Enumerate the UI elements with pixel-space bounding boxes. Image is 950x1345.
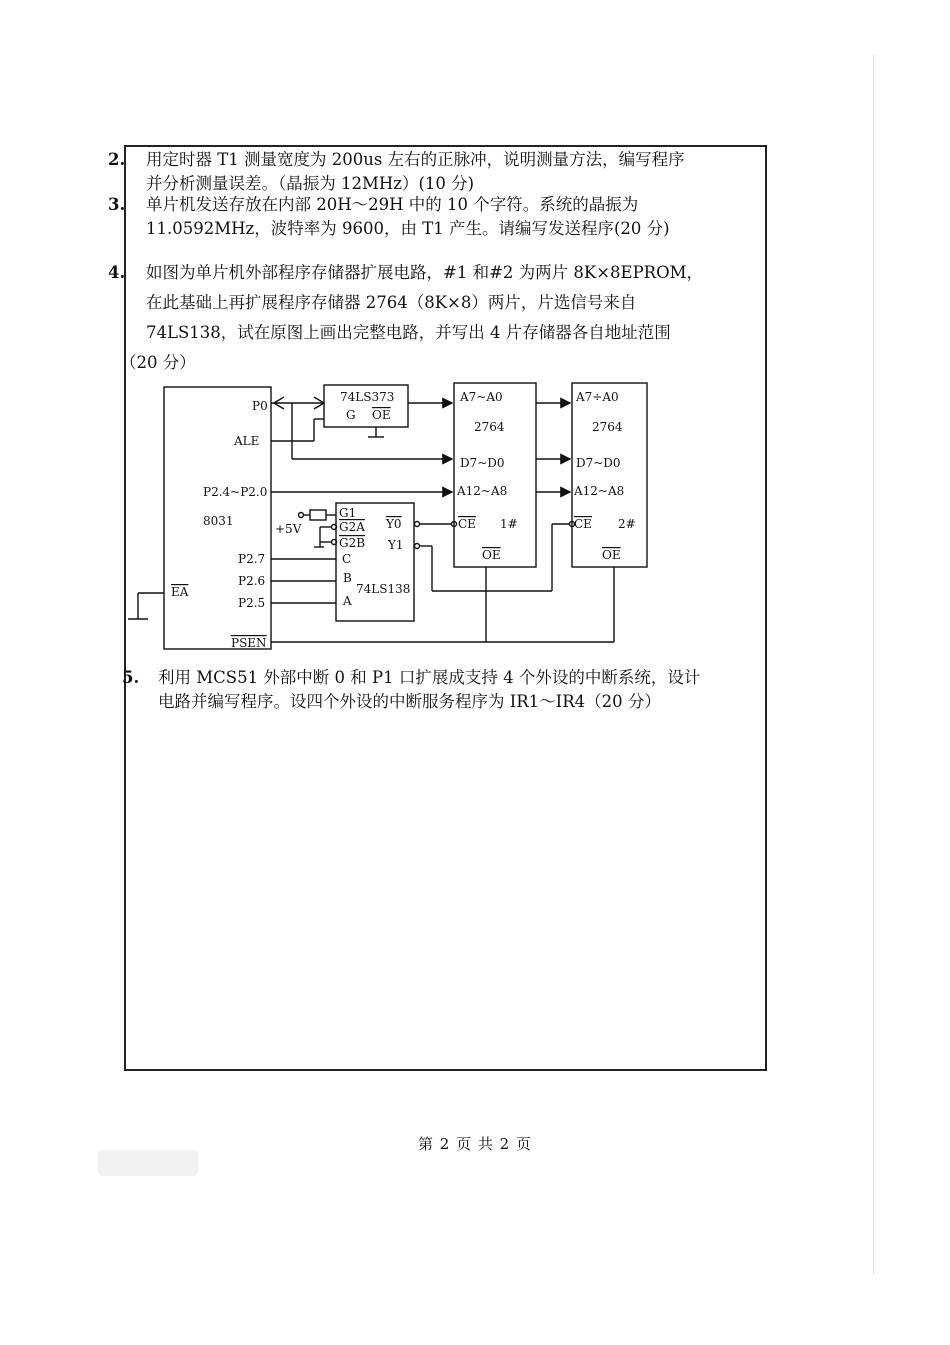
question-line: 用定时器 T1 测量宽度为 200us 左右的正脉冲，说明测量方法，编写程序 xyxy=(146,150,685,169)
rom1-ce-label: CE xyxy=(458,517,476,531)
cpu-name-label: 8031 xyxy=(203,514,234,528)
memory-expansion-circuit xyxy=(124,375,654,660)
question-line: 在此基础上再扩展程序存储器 2764（8K×8）两片，片选信号来自 xyxy=(146,293,637,312)
decoder-y1-label: Y1 xyxy=(388,538,404,552)
question-text xyxy=(158,666,772,714)
cpu-p25-label: P2.5 xyxy=(238,596,266,610)
cpu-p0-label: P0 xyxy=(252,399,268,413)
cpu-ale-label: ALE xyxy=(234,434,260,448)
rom2-data-label: D7~D0 xyxy=(576,456,621,470)
question-line: 利用 MCS51 外部中断 0 和 P1 口扩展成支持 4 个外设的中断系统，设计 xyxy=(158,668,701,687)
question-line: 11.0592MHz，波特率为 9600，由 T1 产生。请编写发送程序(20 分) xyxy=(146,219,670,238)
question-line: 如图为单片机外部程序存储器扩展电路，#1 和#2 为两片 8K×8EPROM， xyxy=(146,263,704,282)
decoder-name-label: 74LS138 xyxy=(356,582,411,596)
question-number: 5. xyxy=(122,668,140,687)
decoder-b-label: B xyxy=(343,571,352,585)
question-text xyxy=(146,148,758,196)
rom1-addr-lo-label: A7~A0 xyxy=(460,390,503,404)
decoder-g1-label: G1 xyxy=(339,506,357,520)
rom1-data-label: D7~D0 xyxy=(460,456,505,470)
rom1-oe-label: OE xyxy=(482,548,501,562)
question-number: 4. xyxy=(108,263,126,282)
page-edge-line xyxy=(873,55,874,1275)
question-text xyxy=(146,193,758,241)
decoder-y0-label: Y0 xyxy=(386,517,402,531)
latch-oe-label: OE xyxy=(372,408,391,422)
rom2-oe-label: OE xyxy=(602,548,621,562)
rom-2764-2-block xyxy=(572,383,647,567)
question-line: 并分析测量误差。（晶振为 12MHz）(10 分) xyxy=(146,174,475,193)
question-line: 单片机发送存放在内部 20H～29H 中的 10 个字符。系统的晶振为 xyxy=(146,195,639,214)
rom1-name-label: 2764 xyxy=(474,420,505,434)
cpu-p27-label: P2.7 xyxy=(238,552,266,566)
rom-2764-1-block xyxy=(454,383,536,567)
decoder-a-label: A xyxy=(343,594,352,608)
cpu-ea-label: EA xyxy=(171,585,189,599)
rom2-addr-hi-label: A12~A8 xyxy=(574,484,625,498)
decoder-g2b-label: G2B xyxy=(339,536,366,550)
rom2-index-label: 2# xyxy=(618,517,636,531)
question-line: 电路并编写程序。设四个外设的中断服务程序为 IR1～IR4（20 分） xyxy=(158,692,661,711)
question-number: 2. xyxy=(108,150,126,169)
cpu-psen-label: PSEN xyxy=(231,636,267,650)
latch-name-label: 74LS373 xyxy=(340,390,395,404)
latch-g-label: G xyxy=(346,408,356,422)
cpu-p26-label: P2.6 xyxy=(238,574,266,588)
decoder-g2a-label: G2A xyxy=(339,520,365,534)
decoder-vcc-label: +5V xyxy=(275,522,302,536)
rom1-addr-hi-label: A12~A8 xyxy=(457,484,508,498)
question-text xyxy=(120,258,758,378)
rom2-name-label: 2764 xyxy=(592,420,623,434)
question-line: （20 分） xyxy=(120,353,196,372)
decoder-c-label: C xyxy=(342,552,352,566)
page-footer: 第 2 页 共 2 页 xyxy=(418,1135,532,1153)
rom1-index-label: 1# xyxy=(500,517,518,531)
question-number: 3. xyxy=(108,195,126,214)
cpu-p2-label: P2.4~P2.0 xyxy=(203,485,268,499)
rom2-ce-label: CE xyxy=(574,517,592,531)
rom2-addr-lo-label: A7÷A0 xyxy=(576,390,619,404)
question-line: 74LS138，试在原图上画出完整电路，并写出 4 片存储器各自地址范围 xyxy=(146,323,671,342)
